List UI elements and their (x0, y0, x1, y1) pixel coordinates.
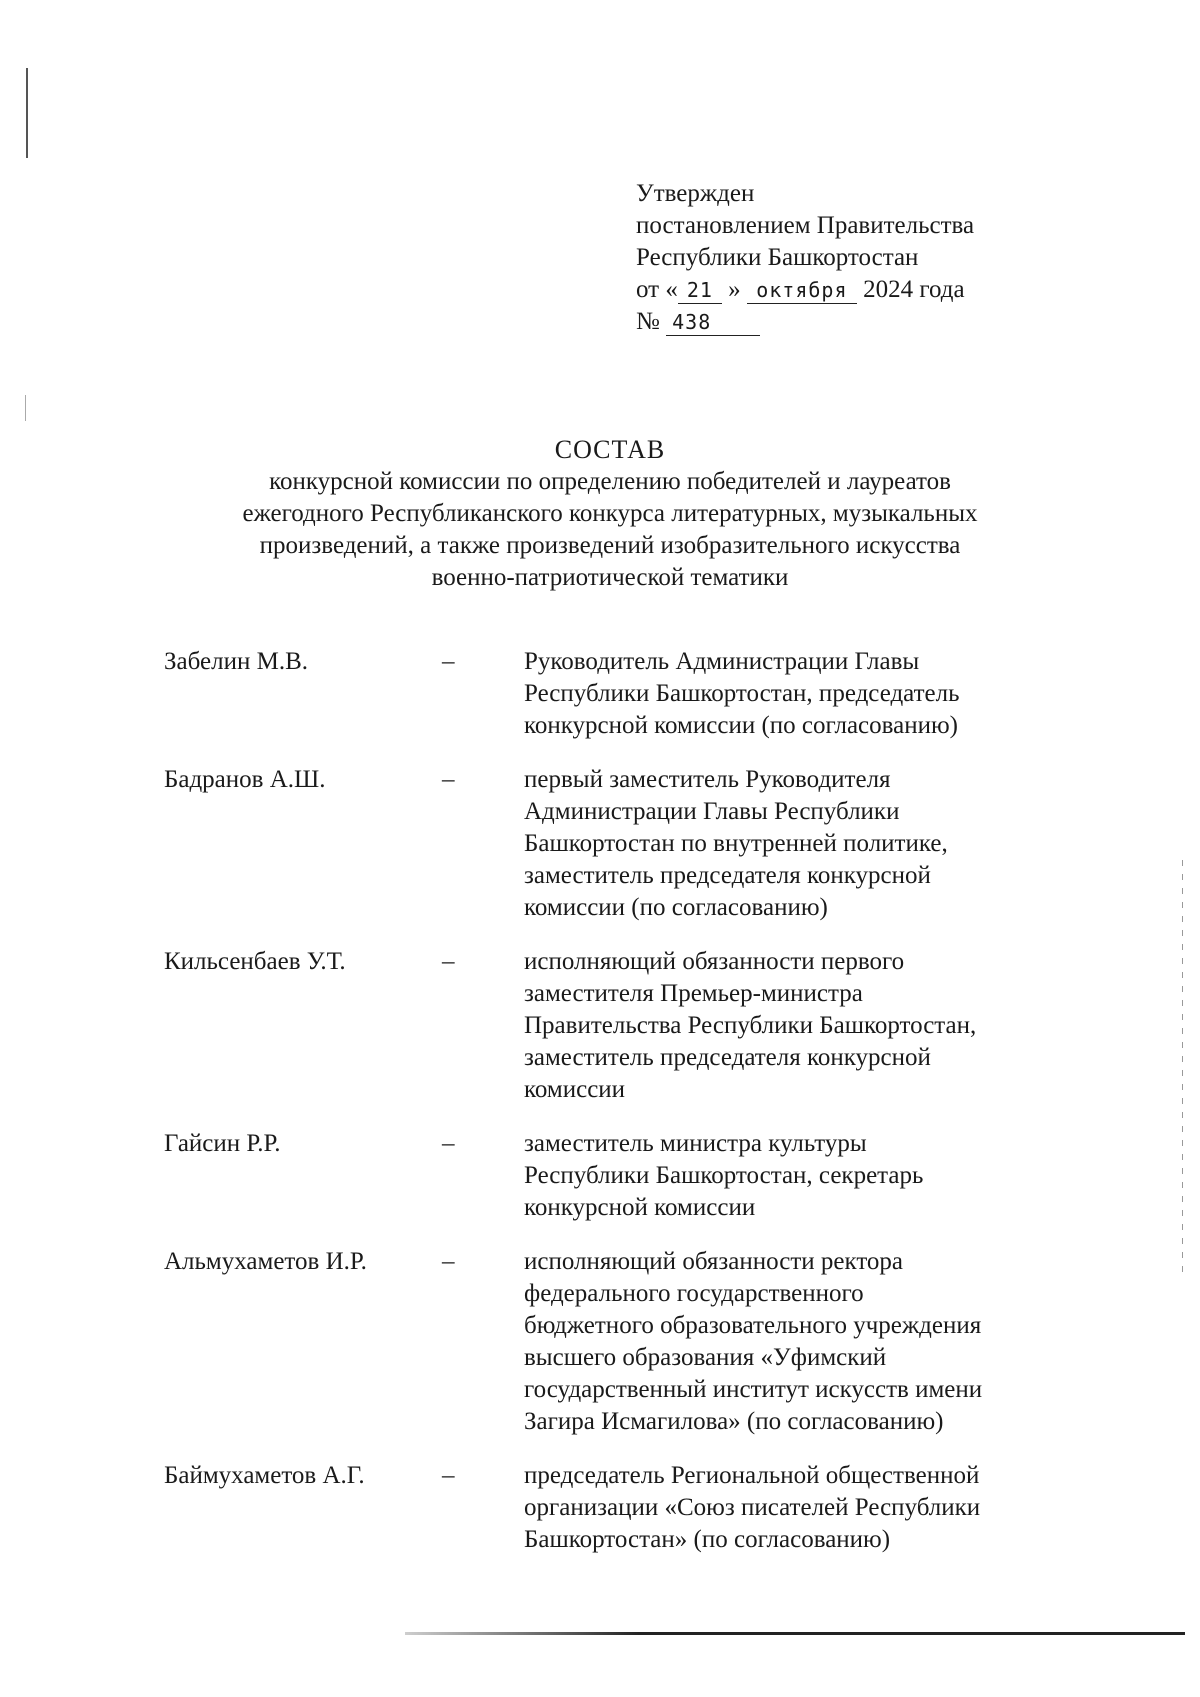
member-row (164, 946, 1084, 1106)
description-line: Республики Башкортостан, председатель (524, 680, 960, 707)
approval-date-line (636, 274, 974, 306)
description-line: Руководитель Администрации Главы (524, 648, 920, 675)
description-line: комиссии (по согласованию) (524, 894, 828, 921)
date-mid: » (728, 276, 741, 303)
description-line: комиссии (524, 1076, 626, 1103)
member-row (164, 1128, 1084, 1224)
document-subtitle (150, 466, 1070, 594)
member-name: Альмухаметов И.Р. (164, 1248, 367, 1275)
description-line: организации «Союз писателей Республики (524, 1494, 981, 1521)
approval-line-1: Утвержден (636, 180, 755, 207)
subtitle-line: ежегодного Республиканского конкурса литературных, музыкальных (242, 500, 978, 527)
member-name: Гайсин Р.Р. (164, 1130, 281, 1157)
description-line: Республики Башкортостан, секретарь (524, 1162, 924, 1189)
description-line: заместителя Премьер-министра (524, 980, 863, 1007)
description-line: Правительства Республики Башкортостан, (524, 1012, 977, 1039)
member-name: Баймухаметов А.Г. (164, 1462, 365, 1489)
member-row (164, 1460, 1084, 1556)
member-description (524, 1460, 1084, 1556)
member-description (524, 1246, 1084, 1438)
approval-number-line (636, 306, 974, 338)
description-line: председатель Региональной общественной (524, 1462, 980, 1489)
description-line: Башкортостан по внутренней политике, (524, 830, 948, 857)
member-row (164, 646, 1084, 742)
document-number: 438 (666, 309, 760, 336)
member-row (164, 1246, 1084, 1438)
description-line: первый заместитель Руководителя (524, 766, 891, 793)
subtitle-line: конкурсной комиссии по определению победителей и лауреатов (269, 468, 951, 495)
description-line: заместитель председателя конкурсной (524, 1044, 931, 1071)
approval-block (636, 178, 974, 338)
date-day: 21 (678, 277, 722, 304)
member-name: Забелин М.В. (164, 648, 308, 675)
description-line: высшего образования «Уфимский (524, 1344, 887, 1371)
member-description (524, 646, 1084, 742)
description-line: исполняющий обязанности первого (524, 948, 905, 975)
member-description (524, 764, 1084, 924)
description-line: бюджетного образовательного учреждения (524, 1312, 982, 1339)
scan-artifact-left-small (25, 395, 26, 421)
date-month: октября (747, 277, 857, 304)
description-line: государственный институт искусств имени (524, 1376, 983, 1403)
member-dash: – (442, 1130, 455, 1157)
description-line: исполняющий обязанности ректора (524, 1248, 904, 1275)
date-year: 2024 года (863, 276, 965, 303)
subtitle-line: военно-патриотической тематики (431, 564, 789, 591)
description-line: Администрации Главы Республики (524, 798, 900, 825)
description-line: заместитель председателя конкурсной (524, 862, 931, 889)
description-line: федерального государственного (524, 1280, 864, 1307)
member-dash: – (442, 648, 455, 675)
number-prefix: № (636, 308, 660, 335)
member-dash: – (442, 1248, 455, 1275)
description-line: Загира Исмагилова» (по согласованию) (524, 1408, 944, 1435)
description-line: конкурсной комиссии (524, 1194, 756, 1221)
description-line: заместитель министра культуры (524, 1130, 867, 1157)
subtitle-line: произведений, а также произведений изобразительного искусства (259, 532, 961, 559)
document-heading (150, 434, 1070, 594)
member-name: Бадранов А.Ш. (164, 766, 326, 793)
description-line: Башкортостан» (по согласованию) (524, 1526, 891, 1553)
member-dash: – (442, 948, 455, 975)
member-name: Кильсенбаев У.Т. (164, 948, 346, 975)
member-description (524, 946, 1084, 1106)
date-prefix: от « (636, 276, 678, 303)
members-list (164, 646, 1084, 1578)
scan-artifact-left (26, 68, 28, 158)
document-title: СОСТАВ (554, 435, 666, 464)
approval-line-2: постановлением Правительства (636, 212, 975, 239)
scan-artifact-right (1182, 860, 1183, 1280)
member-row (164, 764, 1084, 924)
description-line: конкурсной комиссии (по согласованию) (524, 712, 958, 739)
member-dash: – (442, 1462, 455, 1489)
approval-line-3: Республики Башкортостан (636, 244, 919, 271)
bottom-rule (405, 1632, 1185, 1635)
member-dash: – (442, 766, 455, 793)
member-description (524, 1128, 1084, 1224)
